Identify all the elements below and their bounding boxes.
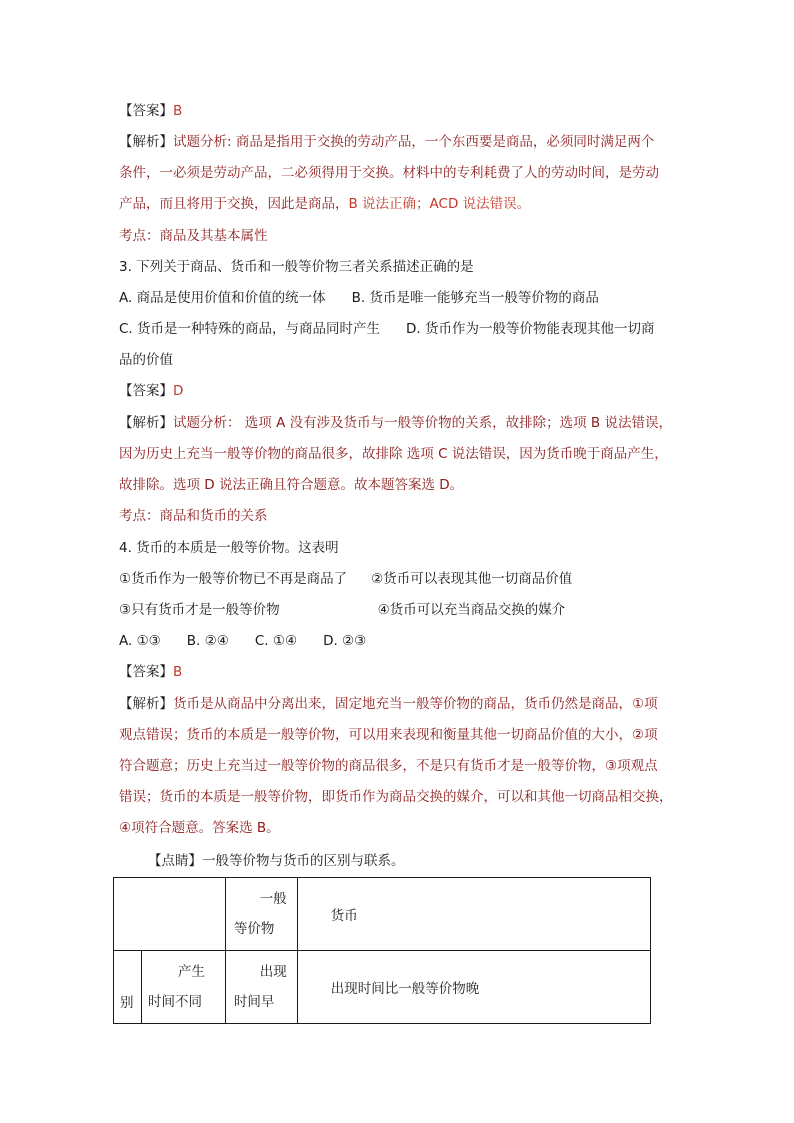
analysis-label: 【解析】: [119, 696, 173, 712]
items-row: [119, 569, 572, 589]
cell-text: [226, 884, 297, 944]
statement-4: ④货币可以充当商品交换的媒介: [377, 602, 566, 618]
table-cell: [114, 878, 226, 951]
option-a: A. 商品是使用价值和价值的统一体: [119, 290, 326, 306]
option-d-continuation: 品的价值: [119, 352, 173, 368]
cell-line: 等价物: [233, 921, 275, 937]
analysis-text: 条件，一必须是劳动产品，二必须得用于交换。材料中的专利耗费了人的劳动时间，是劳动: [119, 165, 659, 181]
cell-text: 货币: [330, 908, 358, 924]
analysis-text: 错误；货币的本质是一般等价物，即货币作为商品交换的媒介，可以和其他一切商品相交换，: [119, 789, 673, 805]
table-cell: [225, 878, 297, 951]
table-cell: [225, 951, 297, 1024]
comparison-table: [113, 877, 651, 1024]
statement-2: ②货币可以表现其他一切商品价值: [371, 571, 573, 587]
table-cell: [141, 951, 225, 1024]
answer-label: 【答案】: [119, 383, 173, 399]
cell-line: 出现: [259, 964, 287, 980]
statement-3: ③只有货币才是一般等价物: [119, 602, 280, 618]
option-b: B. ②④: [186, 633, 229, 649]
answer-line: [119, 662, 182, 682]
options-row: [119, 631, 366, 651]
items-row: [119, 600, 565, 620]
kaodian-text: 考点：商品和货币的关系: [119, 508, 268, 524]
option-d: D. ②③: [323, 633, 367, 649]
analysis-text: 符合题意；历史上充当过一般等价物的商品很多，不是只有货币才是一般等价物，③项观点: [119, 758, 658, 774]
answer-label: 【答案】: [119, 664, 173, 680]
table-cell: [297, 951, 650, 1024]
cell-text: [142, 957, 225, 1017]
answer-value: B: [173, 103, 183, 119]
option-c: C. 货币是一种特殊的商品，与商品同时产生: [119, 321, 381, 337]
analysis-line: [119, 694, 658, 714]
answer-value: B: [173, 664, 183, 680]
analysis-line: [119, 413, 672, 433]
analysis-text: 试题分析: 商品是指用于交换的劳动产品，一个东西要是商品，必须同时满足两个: [173, 134, 655, 150]
answer-line: [119, 101, 182, 121]
analysis-text: 观点错误；货币的本质是一般等价物，可以用来表现和衡量其他一切商品价值的大小，②项: [119, 727, 658, 743]
option-c: C. ①④: [254, 633, 298, 649]
kaodian-text: 考点：商品及其基本属性: [119, 228, 268, 244]
option-a: A. ①③: [119, 633, 161, 649]
cell-line: 时间早: [233, 994, 275, 1010]
dianjing-text: 【点睛】一般等价物与货币的区别与联系。: [148, 853, 405, 869]
table-cell: [297, 878, 650, 951]
analysis-line: [119, 132, 654, 152]
answer-label: 【答案】: [119, 103, 173, 119]
table-cell: [114, 951, 142, 1024]
analysis-text: 产品，而且将用于交换，因此是商品，: [119, 196, 349, 212]
answer-line: [119, 381, 183, 401]
cell-text: 别: [120, 995, 134, 1011]
analysis-text: 试题分析： 选项 A 没有涉及货币与一般等价物的关系，故排除；选项 B 说法错误，: [173, 415, 672, 431]
question-stem: 3. 下列关于商品、货币和一般等价物三者关系描述正确的是: [119, 259, 474, 275]
option-d: D. 货币作为一般等价物能表现其他一切商: [406, 321, 655, 337]
statement-1: ①货币作为一般等价物已不再是商品了: [119, 571, 348, 587]
question-stem: 4. 货币的本质是一般等价物。这表明: [119, 540, 339, 556]
analysis-text: 货币是从商品中分离出来，固定地充当一般等价物的商品，货币仍然是商品，①项: [173, 696, 658, 712]
analysis-label: 【解析】: [119, 134, 173, 150]
cell-line: 产生: [177, 964, 205, 980]
analysis-text: 故排除。选项 D 说法正确且符合题意。故本题答案选 D。: [119, 477, 464, 493]
cell-text: [226, 957, 297, 1017]
options-row: [119, 319, 655, 339]
analysis-text: B 说法正确；ACD 说法错误。: [348, 196, 531, 212]
analysis-label: 【解析】: [119, 415, 173, 431]
table-header-row: [114, 878, 651, 951]
cell-line: 一般: [259, 891, 287, 907]
options-row: [119, 288, 599, 308]
analysis-line: [119, 194, 530, 214]
answer-value: D: [173, 383, 184, 399]
analysis-text: ④项符合题意。答案选 B。: [119, 820, 280, 836]
cell-line: 时间不同: [147, 994, 202, 1010]
table-row: [114, 951, 651, 1024]
analysis-text: 因为历史上充当一般等价物的商品很多，故排除 选项 C 说法错误，因为货币晚于商品产生，: [119, 446, 668, 462]
cell-text: 出现时间比一般等价物晚: [330, 981, 480, 997]
option-b: B. 货币是唯一能够充当一般等价物的商品: [351, 290, 599, 306]
